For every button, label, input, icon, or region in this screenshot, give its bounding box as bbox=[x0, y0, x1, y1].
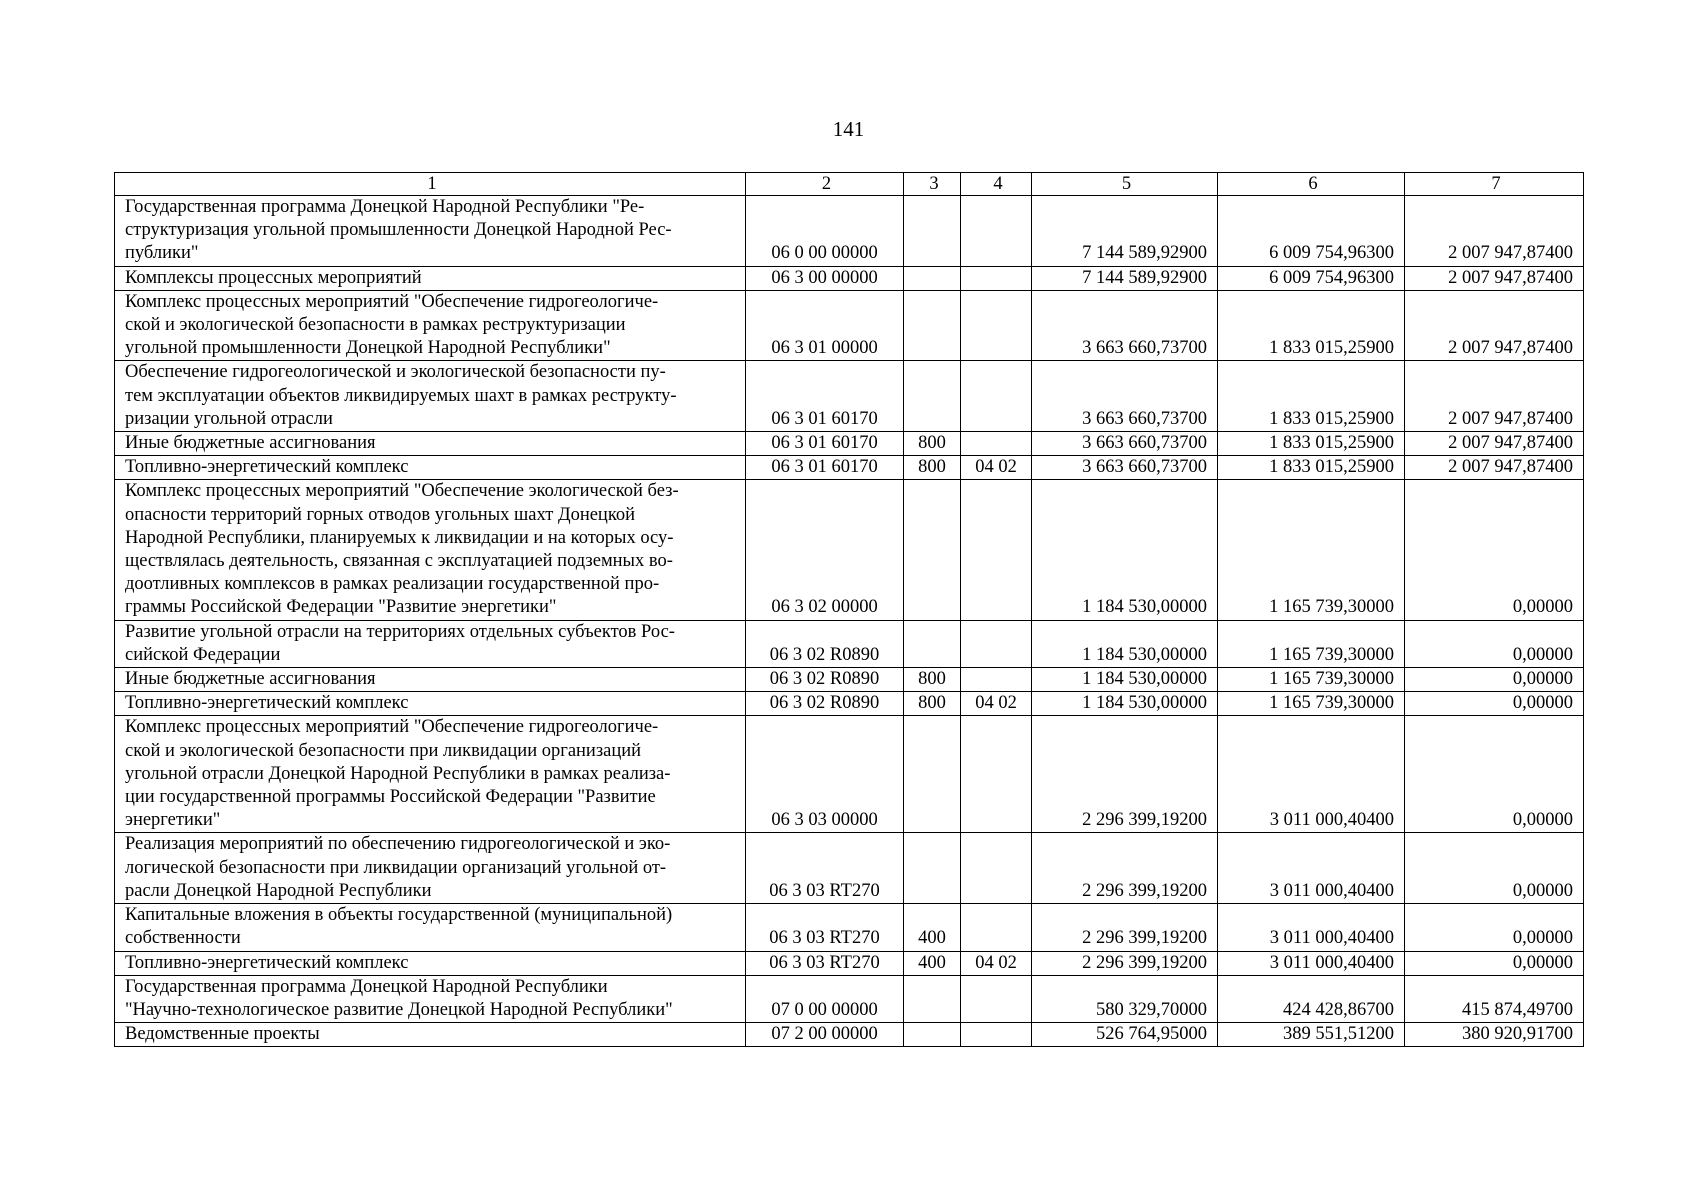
amount-col7-cell: 2 007 947,87400 bbox=[1405, 432, 1584, 456]
amount-col6-cell: 1 833 015,25900 bbox=[1218, 432, 1405, 456]
amount-col5-cell: 3 663 660,73700 bbox=[1032, 456, 1218, 480]
amount-col6-cell: 424 428,86700 bbox=[1218, 975, 1405, 1022]
amount-col5-cell: 2 296 399,19200 bbox=[1032, 716, 1218, 833]
amount-col5-cell: 1 184 530,00000 bbox=[1032, 480, 1218, 620]
column-header: 4 bbox=[961, 173, 1032, 196]
section-code-cell bbox=[961, 432, 1032, 456]
item-name-line: ществлялась деятельность, связанная с эксплуатацией подземных во- bbox=[125, 551, 673, 572]
amount-col6-cell: 1 833 015,25900 bbox=[1218, 361, 1405, 432]
program-code-cell: 06 3 03 RT270 bbox=[746, 833, 904, 904]
item-name-line: Комплекс процессных мероприятий "Обеспечение экологической без- bbox=[125, 481, 679, 502]
item-name-line: ской и экологической безопасности при ликвидации организаций bbox=[125, 740, 642, 761]
program-code-cell: 06 3 03 00000 bbox=[746, 716, 904, 833]
section-code-cell bbox=[961, 361, 1032, 432]
expense-type-cell: 400 bbox=[904, 904, 961, 951]
section-code-cell bbox=[961, 196, 1032, 267]
table-row bbox=[115, 668, 1584, 692]
amount-col5-cell: 580 329,70000 bbox=[1032, 975, 1218, 1022]
column-header: 7 bbox=[1405, 173, 1584, 196]
table-row bbox=[115, 833, 1584, 904]
expense-type-cell: 800 bbox=[904, 456, 961, 480]
amount-col7-cell: 2 007 947,87400 bbox=[1405, 361, 1584, 432]
program-code-cell: 06 3 03 RT270 bbox=[746, 904, 904, 951]
program-code-cell: 06 3 00 00000 bbox=[746, 266, 904, 290]
section-code-cell bbox=[961, 975, 1032, 1022]
table-row bbox=[115, 620, 1584, 667]
amount-col6-cell: 1 833 015,25900 bbox=[1218, 290, 1405, 361]
budget-table bbox=[114, 172, 1584, 1047]
item-name-cell bbox=[115, 196, 746, 267]
section-code-cell bbox=[961, 290, 1032, 361]
table-row bbox=[115, 290, 1584, 361]
program-code-cell: 06 3 02 00000 bbox=[746, 480, 904, 620]
item-name-cell bbox=[115, 266, 746, 290]
amount-col7-cell: 0,00000 bbox=[1405, 620, 1584, 667]
item-name-cell bbox=[115, 456, 746, 480]
amount-col7-cell: 380 920,91700 bbox=[1405, 1023, 1584, 1047]
amount-col7-cell: 0,00000 bbox=[1405, 668, 1584, 692]
item-name-line: энергетики" bbox=[125, 810, 221, 831]
amount-col5-cell: 7 144 589,92900 bbox=[1032, 266, 1218, 290]
table-row bbox=[115, 1023, 1584, 1047]
item-name-line: Капитальные вложения в объекты государственной (муниципальной) bbox=[125, 905, 673, 926]
amount-col7-cell: 0,00000 bbox=[1405, 716, 1584, 833]
amount-col5-cell: 2 296 399,19200 bbox=[1032, 904, 1218, 951]
item-name-cell bbox=[115, 480, 746, 620]
section-code-cell bbox=[961, 480, 1032, 620]
item-name-cell bbox=[115, 361, 746, 432]
amount-col6-cell: 389 551,51200 bbox=[1218, 1023, 1405, 1047]
section-code-cell bbox=[961, 833, 1032, 904]
item-name-cell bbox=[115, 290, 746, 361]
table-row bbox=[115, 266, 1584, 290]
amount-col7-cell: 415 874,49700 bbox=[1405, 975, 1584, 1022]
expense-type-cell bbox=[904, 196, 961, 267]
item-name-line: опасности территорий горных отводов угольных шахт Донецкой bbox=[125, 504, 636, 525]
item-name-line: сийской Федерации bbox=[125, 644, 281, 665]
amount-col7-cell: 0,00000 bbox=[1405, 480, 1584, 620]
column-header: 3 bbox=[904, 173, 961, 196]
expense-type-cell bbox=[904, 975, 961, 1022]
item-name-cell bbox=[115, 620, 746, 667]
section-code-cell bbox=[961, 1023, 1032, 1047]
item-name-line: Государственная программа Донецкой Народной Республики bbox=[125, 976, 608, 997]
expense-type-cell bbox=[904, 480, 961, 620]
amount-col5-cell: 526 764,95000 bbox=[1032, 1023, 1218, 1047]
table-row bbox=[115, 716, 1584, 833]
amount-col5-cell: 7 144 589,92900 bbox=[1032, 196, 1218, 267]
item-name-line: расли Донецкой Народной Республики bbox=[125, 880, 432, 901]
item-name-line: Комплексы процессных мероприятий bbox=[125, 267, 422, 288]
table-row bbox=[115, 904, 1584, 951]
section-code-cell bbox=[961, 716, 1032, 833]
amount-col5-cell: 3 663 660,73700 bbox=[1032, 432, 1218, 456]
item-name-line: Ведомственные проекты bbox=[125, 1024, 320, 1045]
amount-col6-cell: 3 011 000,40400 bbox=[1218, 904, 1405, 951]
item-name-line: Иные бюджетные ассигнования bbox=[125, 433, 376, 454]
expense-type-cell bbox=[904, 290, 961, 361]
table-row bbox=[115, 432, 1584, 456]
program-code-cell: 06 3 01 60170 bbox=[746, 432, 904, 456]
amount-col6-cell: 1 833 015,25900 bbox=[1218, 456, 1405, 480]
amount-col5-cell: 1 184 530,00000 bbox=[1032, 620, 1218, 667]
program-code-cell: 07 2 00 00000 bbox=[746, 1023, 904, 1047]
amount-col5-cell: 3 663 660,73700 bbox=[1032, 290, 1218, 361]
column-header: 5 bbox=[1032, 173, 1218, 196]
item-name-line: граммы Российской Федерации "Развитие энергетики" bbox=[125, 597, 557, 618]
amount-col5-cell: 2 296 399,19200 bbox=[1032, 833, 1218, 904]
table-row bbox=[115, 692, 1584, 716]
item-name-cell bbox=[115, 1023, 746, 1047]
item-name-line: Иные бюджетные ассигнования bbox=[125, 669, 376, 690]
program-code-cell: 06 3 02 R0890 bbox=[746, 620, 904, 667]
item-name-cell bbox=[115, 432, 746, 456]
item-name-line: Реализация мероприятий по обеспечению гидрогеологической и эко- bbox=[125, 834, 671, 855]
amount-col7-cell: 2 007 947,87400 bbox=[1405, 266, 1584, 290]
amount-col7-cell: 0,00000 bbox=[1405, 904, 1584, 951]
amount-col6-cell: 3 011 000,40400 bbox=[1218, 833, 1405, 904]
amount-col7-cell: 2 007 947,87400 bbox=[1405, 290, 1584, 361]
amount-col6-cell: 1 165 739,30000 bbox=[1218, 620, 1405, 667]
table-body bbox=[115, 173, 1584, 1047]
expense-type-cell bbox=[904, 1023, 961, 1047]
expense-type-cell bbox=[904, 266, 961, 290]
amount-col5-cell: 1 184 530,00000 bbox=[1032, 692, 1218, 716]
program-code-cell: 06 3 01 60170 bbox=[746, 456, 904, 480]
item-name-line: структуризация угольной промышленности Донецкой Народной Рес- bbox=[125, 220, 672, 241]
item-name-line: Топливно-энергетический комплекс bbox=[125, 457, 409, 478]
amount-col6-cell: 3 011 000,40400 bbox=[1218, 716, 1405, 833]
program-code-cell: 06 3 01 60170 bbox=[746, 361, 904, 432]
item-name-line: Государственная программа Донецкой Народной Республики "Ре- bbox=[125, 197, 645, 217]
expense-type-cell bbox=[904, 833, 961, 904]
section-code-cell: 04 02 bbox=[961, 692, 1032, 716]
amount-col5-cell: 2 296 399,19200 bbox=[1032, 951, 1218, 975]
column-number-row bbox=[115, 173, 1584, 196]
amount-col6-cell: 3 011 000,40400 bbox=[1218, 951, 1405, 975]
amount-col7-cell: 0,00000 bbox=[1405, 692, 1584, 716]
section-code-cell bbox=[961, 668, 1032, 692]
item-name-cell bbox=[115, 692, 746, 716]
program-code-cell: 06 0 00 00000 bbox=[746, 196, 904, 267]
item-name-line: ции государственной программы Российской Федерации "Развитие bbox=[125, 787, 656, 808]
table-row bbox=[115, 361, 1584, 432]
item-name-line: тем эксплуатации объектов ликвидируемых шахт в рамках реструкту- bbox=[125, 385, 677, 406]
section-code-cell bbox=[961, 266, 1032, 290]
item-name-line: угольной отрасли Донецкой Народной Республики в рамках реализа- bbox=[125, 763, 671, 784]
expense-type-cell: 800 bbox=[904, 692, 961, 716]
item-name-line: "Научно-технологическое развитие Донецкой Народной Республики" bbox=[125, 999, 673, 1020]
item-name-line: доотливных комплексов в рамках реализации государственной про- bbox=[125, 574, 660, 595]
item-name-line: Обеспечение гидрогеологической и экологической безопасности пу- bbox=[125, 362, 666, 383]
program-code-cell: 07 0 00 00000 bbox=[746, 975, 904, 1022]
item-name-cell bbox=[115, 833, 746, 904]
amount-col6-cell: 6 009 754,96300 bbox=[1218, 196, 1405, 267]
amount-col6-cell: 1 165 739,30000 bbox=[1218, 668, 1405, 692]
expense-type-cell: 400 bbox=[904, 951, 961, 975]
item-name-line: Развитие угольной отрасли на территориях отдельных субъектов Рос- bbox=[125, 621, 675, 642]
section-code-cell: 04 02 bbox=[961, 951, 1032, 975]
program-code-cell: 06 3 02 R0890 bbox=[746, 668, 904, 692]
expense-type-cell: 800 bbox=[904, 668, 961, 692]
item-name-line: угольной промышленности Донецкой Народной Республики" bbox=[125, 338, 611, 359]
expense-type-cell bbox=[904, 620, 961, 667]
item-name-line: логической безопасности при ликвидации организаций угольной от- bbox=[125, 857, 667, 878]
amount-col7-cell: 2 007 947,87400 bbox=[1405, 196, 1584, 267]
table-row bbox=[115, 975, 1584, 1022]
item-name-line: публики" bbox=[125, 243, 199, 264]
amount-col5-cell: 1 184 530,00000 bbox=[1032, 668, 1218, 692]
item-name-cell bbox=[115, 668, 746, 692]
amount-col7-cell: 0,00000 bbox=[1405, 833, 1584, 904]
table-row bbox=[115, 196, 1584, 267]
table-row bbox=[115, 480, 1584, 620]
table-row bbox=[115, 456, 1584, 480]
item-name-line: ской и экологической безопасности в рамках реструктуризации bbox=[125, 315, 626, 336]
item-name-cell bbox=[115, 904, 746, 951]
item-name-line: Народной Республики, планируемых к ликвидации и на которых осу- bbox=[125, 527, 674, 548]
item-name-line: Комплекс процессных мероприятий "Обеспечение гидрогеологиче- bbox=[125, 717, 659, 738]
table-row bbox=[115, 951, 1584, 975]
item-name-cell bbox=[115, 716, 746, 833]
item-name-cell bbox=[115, 975, 746, 1022]
section-code-cell: 04 02 bbox=[961, 456, 1032, 480]
amount-col7-cell: 2 007 947,87400 bbox=[1405, 456, 1584, 480]
column-header: 6 bbox=[1218, 173, 1405, 196]
section-code-cell bbox=[961, 620, 1032, 667]
amount-col6-cell: 1 165 739,30000 bbox=[1218, 480, 1405, 620]
item-name-cell bbox=[115, 951, 746, 975]
item-name-line: Комплекс процессных мероприятий "Обеспечение гидрогеологиче- bbox=[125, 291, 659, 312]
program-code-cell: 06 3 01 00000 bbox=[746, 290, 904, 361]
expense-type-cell bbox=[904, 361, 961, 432]
expense-type-cell bbox=[904, 716, 961, 833]
amount-col5-cell: 3 663 660,73700 bbox=[1032, 361, 1218, 432]
section-code-cell bbox=[961, 904, 1032, 951]
page-number: 141 bbox=[832, 117, 865, 141]
item-name-line: ризации угольной отрасли bbox=[125, 408, 333, 429]
amount-col7-cell: 0,00000 bbox=[1405, 951, 1584, 975]
amount-col6-cell: 1 165 739,30000 bbox=[1218, 692, 1405, 716]
amount-col6-cell: 6 009 754,96300 bbox=[1218, 266, 1405, 290]
column-header: 1 bbox=[115, 173, 746, 196]
item-name-line: собственности bbox=[125, 928, 241, 949]
item-name-line: Топливно-энергетический комплекс bbox=[125, 693, 409, 714]
expense-type-cell: 800 bbox=[904, 432, 961, 456]
item-name-line: Топливно-энергетический комплекс bbox=[125, 952, 409, 973]
program-code-cell: 06 3 02 R0890 bbox=[746, 692, 904, 716]
program-code-cell: 06 3 03 RT270 bbox=[746, 951, 904, 975]
column-header: 2 bbox=[746, 173, 904, 196]
